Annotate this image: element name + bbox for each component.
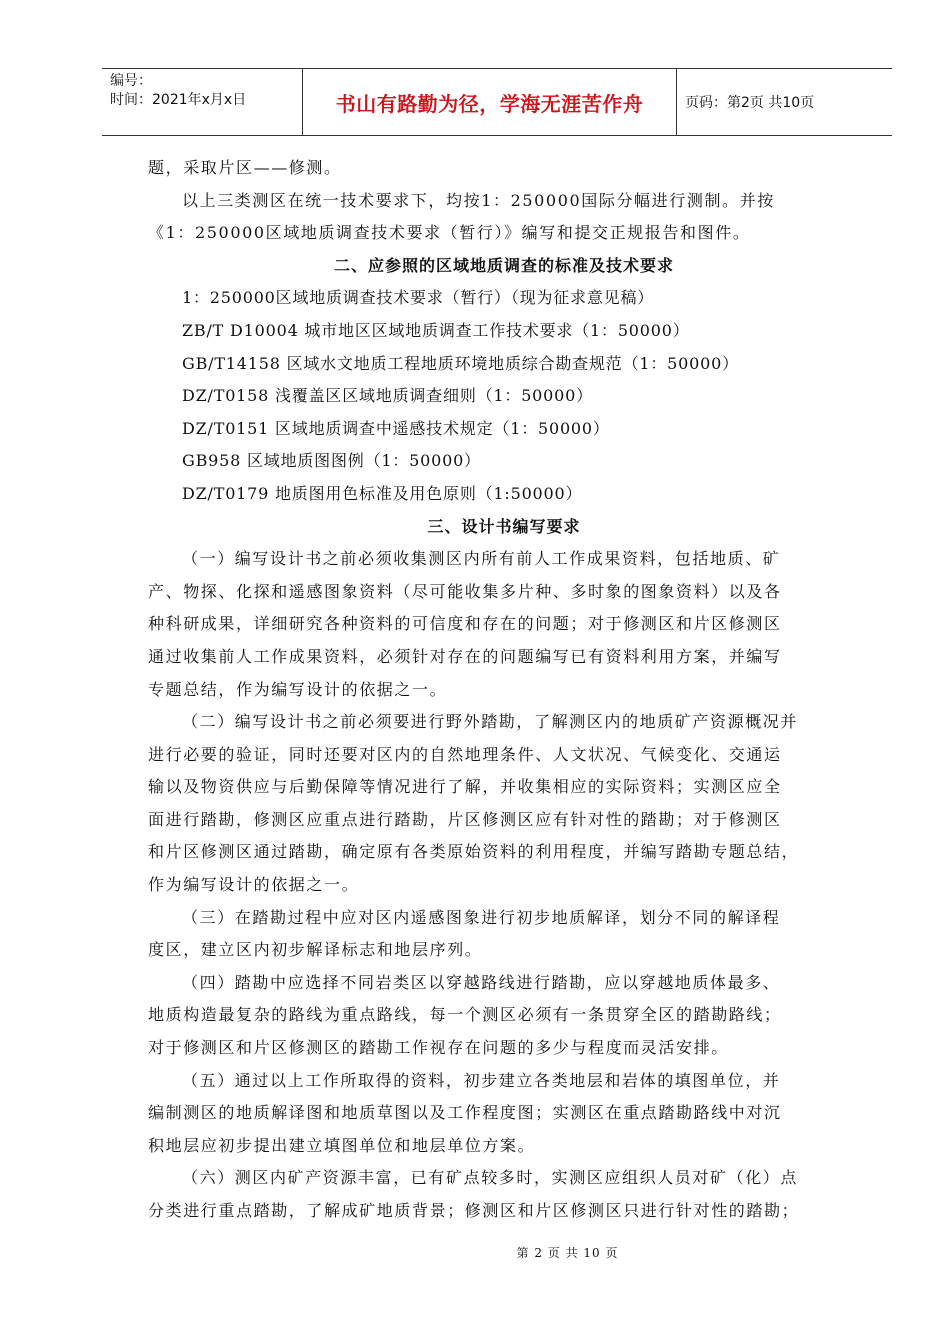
text-line: 度区，建立区内初步解译标志和地层序列。 bbox=[148, 940, 483, 960]
text-line: 以上三类测区在统一技术要求下，均按1：250000国际分幅进行测制。并按 bbox=[182, 190, 775, 210]
header-page-label: 页码：第2页 共10页 bbox=[685, 95, 815, 111]
standard-item: DZ/T0179 地质图用色标准及用色原则（1:50000） bbox=[182, 483, 583, 503]
document-body bbox=[148, 152, 860, 1228]
text-line: 进行必要的验证，同时还要对区内的自然地理条件、人文状况、气候变化、交通运 bbox=[148, 744, 782, 764]
standard-item: DZ/T0151 区域地质调查中遥感技术规定（1：50000） bbox=[182, 418, 610, 438]
text-line: 分类进行重点踏勘，了解成矿地质背景；修测区和片区修测区只进行针对性的踏勘； bbox=[148, 1201, 800, 1220]
text-line: 专题总结，作为编写设计的依据之一。 bbox=[148, 679, 448, 699]
text-line: 产、物探、化探和遥感图象资料（尽可能收集多片种、多时象的图象资料）以及各 bbox=[148, 581, 782, 601]
text-line: 和片区修测区通过踏勘，确定原有各类原始资料的利用程度，并编写踏勘专题总结， bbox=[148, 842, 800, 862]
text-line: （四）踏勘中应选择不同岩类区以穿越路线进行踏勘，应以穿越地质体最多、 bbox=[182, 972, 781, 992]
text-line: 种科研成果，详细研究各种资料的可信度和存在的问题；对于修测区和片区修测区 bbox=[148, 614, 782, 634]
standard-item: GB958 区域地质图图例（1：50000） bbox=[182, 451, 481, 471]
section-heading: 三、设计书编写要求 bbox=[427, 516, 581, 536]
text-line: 题，采取片区——修测。 bbox=[148, 158, 342, 177]
page-header bbox=[102, 68, 892, 136]
standard-item: GB/T14158 区域水文地质工程地质环境地质综合勘查规范（1：50000） bbox=[182, 353, 739, 373]
number-label: 编号： bbox=[110, 73, 152, 89]
text-line: 作为编写设计的依据之一。 bbox=[148, 875, 360, 895]
text-line: 地质构造最复杂的路线为重点路线，每一个测区必须有一条贯穿全区的踏勘路线； bbox=[148, 1005, 782, 1025]
header-meta bbox=[102, 69, 303, 135]
section-heading: 二、应参照的区域地质调查的标准及技术要求 bbox=[333, 255, 674, 275]
text-line: 输以及物资供应与后勤保障等情况进行了解，并收集相应的实际资料；实测区应全 bbox=[148, 777, 782, 797]
text-line: （一）编写设计书之前必须收集测区内所有前人工作成果资料，包括地质、矿 bbox=[182, 549, 781, 569]
text-line: 《1：250000区域地质调查技术要求（暂行）》编写和提交正规报告和图件。 bbox=[148, 223, 751, 243]
text-line: （六）测区内矿产资源丰富，已有矿点较多时，实测区应组织人员对矿（化）点 bbox=[182, 1168, 799, 1188]
header-motto: 书山有路勤为径，学海无涯苦作舟 bbox=[303, 69, 677, 135]
text-line: 面进行踏勘，修测区应重点进行踏勘，片区修测区应有针对性的踏勘；对于修测区 bbox=[148, 809, 782, 829]
text-line: （五）通过以上工作所取得的资料，初步建立各类地层和岩体的填图单位，并 bbox=[182, 1070, 781, 1090]
standard-item: ZB/T D10004 城市地区区域地质调查工作技术要求（1：50000） bbox=[182, 320, 690, 340]
page-footer: 第 2 页 共 10 页 bbox=[516, 1246, 619, 1260]
text-line: 通过收集前人工作成果资料，必须针对存在的问题编写已有资料利用方案，并编写 bbox=[148, 646, 782, 666]
text-line: 积地层应初步提出建立填图单位和地层单位方案。 bbox=[148, 1135, 536, 1155]
standard-item: DZ/T0158 浅覆盖区区域地质调查细则（1：50000） bbox=[182, 386, 593, 406]
text-line: （三）在踏勘过程中应对区内遥感图象进行初步地质解译，划分不同的解译程 bbox=[182, 907, 781, 927]
text-line: 对于修测区和片区修测区的踏勘工作视存在问题的多少与程度而灵活安排。 bbox=[148, 1038, 729, 1058]
time-label: 时间：2021年x月x日 bbox=[110, 92, 247, 108]
text-line: 编制测区的地质解译图和地质草图以及工作程度图；实测区在重点踏勘路线中对沉 bbox=[148, 1103, 782, 1123]
standard-item: 1：250000区域地质调查技术要求（暂行）（现为征求意见稿） bbox=[182, 288, 655, 308]
text-line: （二）编写设计书之前必须要进行野外踏勘，了解测区内的地质矿产资源概况并 bbox=[182, 712, 799, 732]
